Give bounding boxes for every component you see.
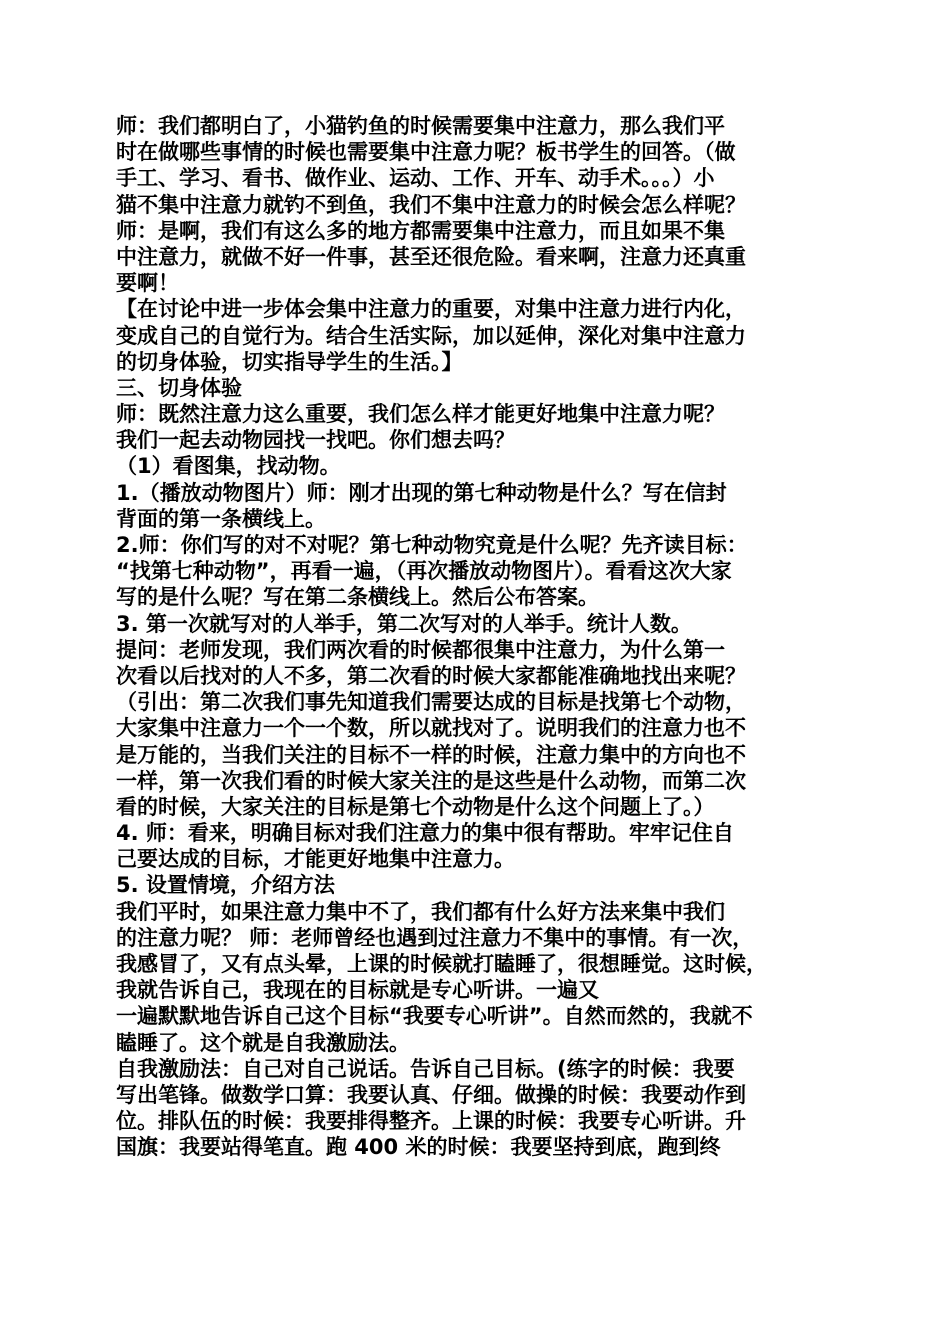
text-line: 提问：老师发现，我们两次看的时候都很集中注意力，为什么第一 [116,637,725,662]
text-line: 我感冒了，又有点头晕，上课的时候就打瞌睡了，很想睡觉。这时候， [116,952,767,976]
text-line: 一遍默默地告诉自己这个目标“我要专心听讲”。自然而然的，我就不 [116,1004,753,1029]
text-line: “找第七种动物”，再看一遍，（再次播放动物图片）。看看这次大家 [116,559,732,584]
text-line: 大家集中注意力一个一个数，所以就找对了。说明我们的注意力也不 [116,716,746,741]
text-line: （引出：第二次我们事先知道我们需要达成的目标是找第七个动物， [116,690,746,715]
text-line: 4. 师：看来，明确目标对我们注意力的集中很有帮助。牢牢记住自 [116,821,734,846]
text-line: 背面的第一条横线上。 [116,506,326,531]
text-line: 变成自己的自觉行为。结合生活实际，加以延伸，深化对集中注意力 [116,323,746,348]
text-line: 国旗：我要站得笔直。跑 400 米的时候：我要坚持到底，跑到终 [116,1135,721,1160]
text-line: 我们一起去动物园找一找吧。你们想去吗？ [116,428,515,453]
text-line: 己要达成的目标，才能更好地集中注意力。 [116,847,515,872]
text-line: 中注意力，就做不好一件事，甚至还很危险。看来啊，注意力还真重 [116,244,746,269]
text-line: 自我激励法：自己对自己说话。告诉自己目标。(练字的时候：我要 [116,1056,735,1081]
text-line: 时在做哪些事情的时候也需要集中注意力呢？板书学生的回答。（做 [116,140,736,165]
text-line: 【在讨论中进一步体会集中注意力的重要，对集中注意力进行内化， [116,297,746,322]
text-line: 3. 第一次就写对的人举手，第二次写对的人举手。统计人数。 [116,611,692,636]
text-line: 2.师：你们写的对不对呢？第七种动物究竟是什么呢？先齐读目标： [116,533,748,557]
text-line: 位。排队伍的时候：我要排得整齐。上课的时候：我要专心听讲。升 [116,1109,746,1134]
text-line: 写的是什么呢？写在第二条横线上。然后公布答案。 [116,585,599,610]
text-line: 5. 设置情境，介绍方法 [116,873,335,898]
text-line: 师：既然注意力这么重要，我们怎么样才能更好地集中注意力呢？ [116,402,725,427]
document-text-body [116,113,841,1161]
text-line: 我们平时，如果注意力集中不了，我们都有什么好方法来集中我们 [116,899,725,924]
text-line: 1.（播放动物图片）师：刚才出现的第七种动物是什么？写在信封 [116,480,727,505]
section-heading: 三、切身体验 [116,375,242,400]
subsection-heading: （1）看图集，找动物。 [116,454,341,479]
text-line: 师：是啊，我们有这么多的地方都需要集中注意力，而且如果不集 [116,218,725,243]
text-line: 我就告诉自己，我现在的目标就是专心听讲。一遍又 [116,978,599,1003]
text-line: 写出笔锋。做数学口算：我要认真、仔细。做操的时候：我要动作到 [116,1082,746,1107]
text-line: 师：我们都明白了，小猫钓鱼的时候需要集中注意力，那么我们平 [116,114,725,138]
text-line: 手工、学习、看书、做作业、运动、工作、开车、动手术。。。）小 [116,166,715,191]
text-line: 一样，第一次我们看的时候大家关注的是这些是什么动物，而第二次 [116,768,746,793]
text-line: 是万能的，当我们关注的目标不一样的时候，注意力集中的方向也不 [116,742,746,767]
text-line: 猫不集中注意力就钓不到鱼，我们不集中注意力的时候会怎么样呢？ [116,192,746,217]
text-line: 要啊！ [116,271,179,296]
text-line: 的注意力呢？ 师：老师曾经也遇到过注意力不集中的事情。有一次， [116,925,754,950]
text-line: 次看以后找对的人不多，第二次看的时候大家都能准确地找出来呢？ [116,663,746,688]
text-line: 瞌睡了。这个就是自我激励法。 [116,1030,410,1055]
text-line: 看的时候，大家关注的目标是第七个动物是什么这个问题上了。） [116,794,715,819]
text-line: 的切身体验，切实指导学生的生活。】 [116,349,463,374]
